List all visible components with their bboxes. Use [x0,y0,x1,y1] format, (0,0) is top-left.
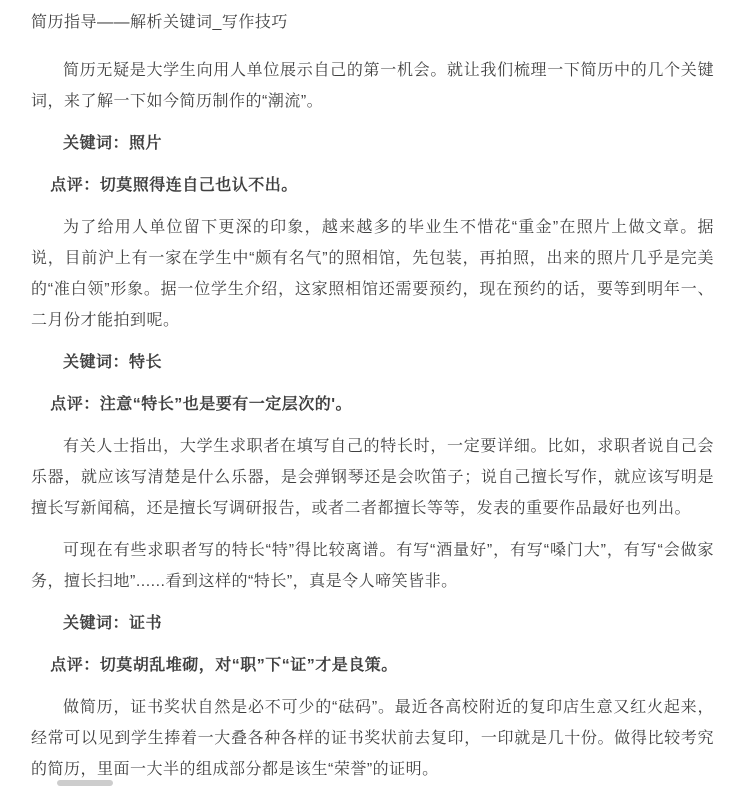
horizontal-scrollbar-thumb[interactable] [57,780,113,786]
article-paragraph: 简历无疑是大学生向用人单位展示自己的第一机会。就让我们梳理一下简历中的几个关键词，来了解一下如今简历制作的“潮流”。 [31,62,714,110]
keyword-heading: 关键词：照片 [63,135,163,152]
article-paragraph: 可现在有些求职者写的特长“特”得比较离谱。有写“酒量好”，有写“嗓门大”，有写“会做家务，擅长扫地”......看到这样的“特长”，真是令人啼笑皆非。 [31,542,714,590]
keyword-heading: 关键词：特长 [63,354,163,371]
comment-heading: 点评：切莫胡乱堆砌，对“职”下“证”才是良策。 [50,657,398,674]
page-title: 简历指导——解析关键词_写作技巧 [31,14,288,31]
comment-heading: 点评：切莫照得连自己也认不出。 [50,177,298,194]
keyword-heading: 关键词：证书 [63,615,163,632]
article-blocks [31,55,714,785]
article-paragraph: 做简历，证书奖状自然是必不可少的“砝码”。最近各高校附近的复印店生意又红火起来，经常可以见到学生捧着一大叠各种各样的证书奖状前去复印，一印就是几十份。做得比较考究的简历，里面一大半的组成部分都是该生“荣誉”的证明。 [31,699,714,778]
comment-heading: 点评：注意“特长”也是要有一定层次的'。 [50,396,352,413]
article-paragraph: 为了给用人单位留下更深的印象，越来越多的毕业生不惜花“重金”在照片上做文章。据说，目前沪上有一家在学生中“颇有名气”的照相馆，先包装，再拍照，出来的照片几乎是完美的“准白领”形象。据一位学生介绍，这家照相馆还需要预约，现在预约的话，要等到明年一、二月份才能拍到呢。 [31,219,714,329]
article-paragraph: 有关人士指出，大学生求职者在填写自己的特长时，一定要详细。比如，求职者说自己会乐器，就应该写清楚是什么乐器，是会弹钢琴还是会吹笛子；说自己擅长写作，就应该写明是擅长写新闻稿，还是擅长写调研报告，或者二者都擅长等等，发表的重要作品最好也列出。 [31,438,714,517]
